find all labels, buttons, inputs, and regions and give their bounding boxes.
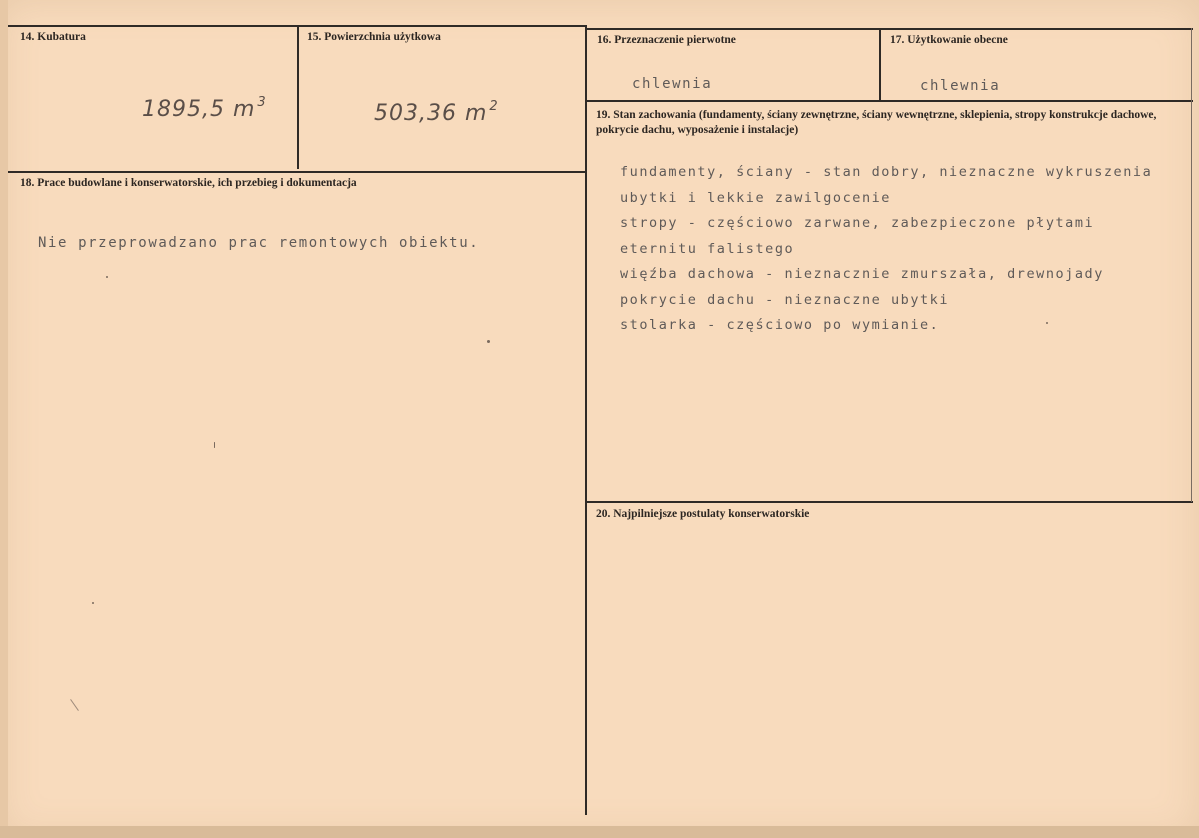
top-rule-right — [586, 28, 1193, 30]
field-16-value: chlewnia — [632, 76, 713, 92]
field-16-label: 16. Przeznaczenie pierwotne — [597, 34, 736, 46]
field-19-line: pokrycie dachu - nieznaczne ubytki — [620, 291, 950, 308]
paper-speck — [70, 699, 79, 711]
divider-16-17 — [879, 28, 881, 100]
field-14-value-text: 1895,5 m — [142, 97, 256, 122]
rule-above-18 — [8, 171, 586, 173]
field-19-line: eternitu falistego — [620, 240, 795, 257]
field-15-value — [374, 99, 499, 126]
field-19-text — [620, 160, 1152, 339]
card-bottom-edge — [0, 826, 1199, 838]
paper-speck — [106, 276, 108, 278]
rule-above-19 — [586, 100, 1193, 102]
paper-speck — [214, 442, 215, 448]
field-15-value-text: 503,36 m — [374, 101, 488, 126]
card-left-edge — [0, 0, 8, 838]
field-14-value — [142, 95, 267, 122]
paper-speck — [487, 340, 490, 343]
right-edge-rule — [1191, 28, 1192, 502]
rule-above-20 — [586, 501, 1193, 503]
field-19-line: stropy - częściowo zarwane, zabezpieczone płytami — [620, 215, 1095, 231]
field-15-unit-exponent: 2 — [489, 99, 499, 114]
field-19-line: fundamenty, ściany - stan dobry, nieznaczne wykruszenia — [620, 164, 1153, 180]
field-14-label: 14. Kubatura — [20, 31, 86, 43]
field-18-label: 18. Prace budowlane i konserwatorskie, ich przebieg i dokumentacja — [20, 177, 357, 189]
field-18-value: Nie przeprowadzano prac remontowych obiektu. — [38, 235, 480, 251]
field-14-unit-exponent: 3 — [257, 95, 267, 110]
field-15-label: 15. Powierzchnia użytkowa — [307, 31, 441, 43]
divider-14-15 — [297, 25, 299, 169]
field-19-label: 19. Stan zachowania (fundamenty, ściany zewnętrzne, ściany wewnętrzne, sklepienia, stropy konstrukcje dachowe, pokrycie dachu, wyposażenie i instalacje) — [596, 109, 1157, 136]
field-19-line: więźba dachowa - nieznacznie zmurszała, drewnojady — [620, 266, 1104, 282]
field-17-label: 17. Użytkowanie obecne — [890, 34, 1008, 46]
center-divider — [585, 25, 587, 815]
field-17-value: chlewnia — [920, 78, 1001, 94]
paper-speck — [1046, 322, 1048, 324]
paper-speck — [92, 602, 94, 604]
field-20-label: 20. Najpilniejsze postulaty konserwatorskie — [596, 508, 810, 520]
field-19-line: ubytki i lekkie zawilgocenie — [620, 189, 891, 206]
field-19-line: stolarka - częściowo po wymianie. — [620, 317, 940, 333]
